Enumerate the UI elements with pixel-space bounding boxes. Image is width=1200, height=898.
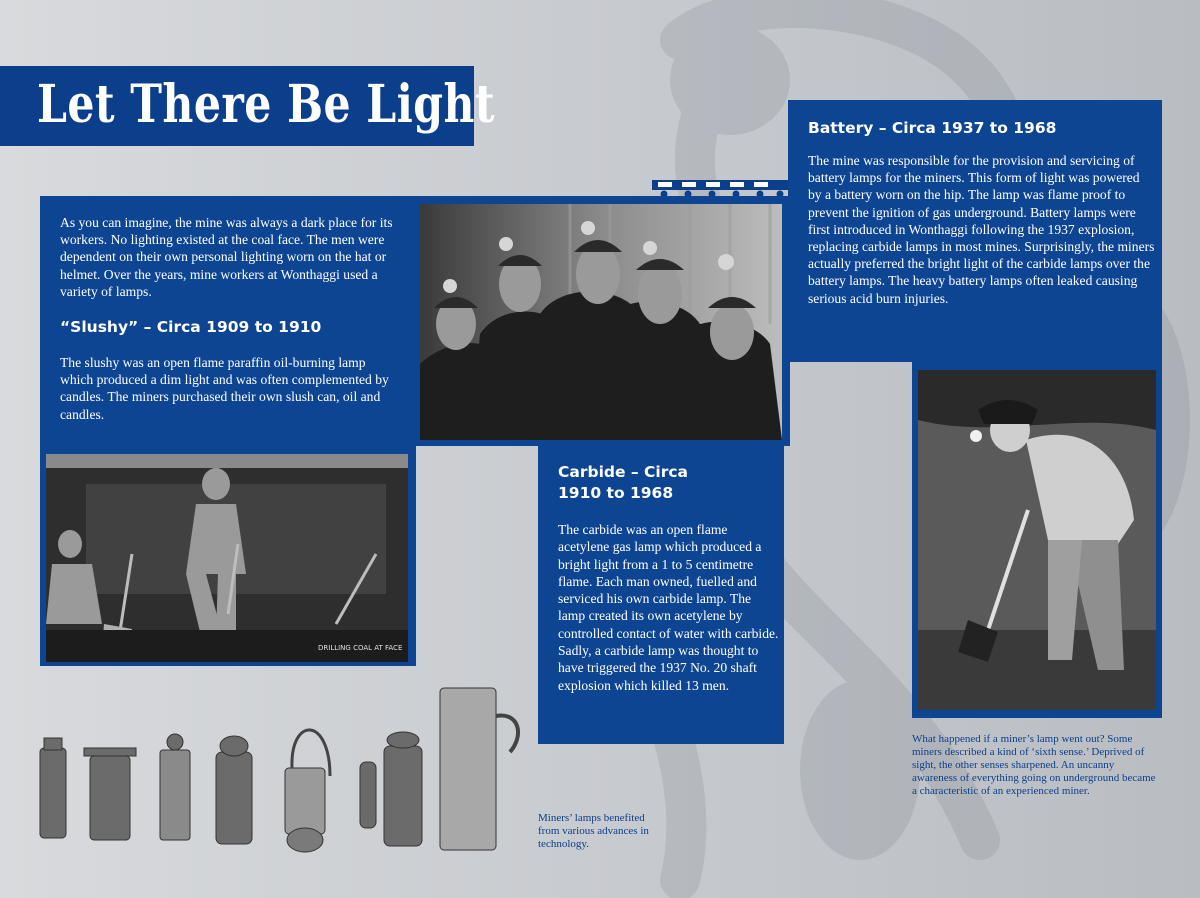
carbide-panel <box>538 446 784 744</box>
carbide-heading <box>558 462 768 504</box>
intro-text: As you can imagine, the mine was always a dark place for its workers. No lighting existed at the coal face. The men were dependent on their own personal lighting worn on the hat or helmet. Over the years, mine workers at Wonthaggi used a variety of lamps. <box>60 215 393 299</box>
shovelling-miner-photo <box>918 370 1156 710</box>
lamps-caption: Miners’ lamps benefited from various advances in technology. <box>538 812 649 850</box>
coal-photo-caption: DRILLING COAL AT FACE <box>318 644 403 652</box>
miners-group-photo <box>420 204 782 440</box>
carbide-heading-line2: 1910 to 1968 <box>558 484 674 502</box>
carbide-heading-line1: Carbide – Circa <box>558 463 689 481</box>
coal-face-photo <box>46 454 408 662</box>
battery-heading: Battery – Circa 1937 to 1968 <box>808 119 1057 137</box>
battery-panel <box>788 100 1162 362</box>
miners-lamps-illustration <box>30 676 530 856</box>
slushy-heading: “Slushy” – Circa 1909 to 1910 <box>60 318 322 336</box>
title-banner <box>0 66 496 146</box>
sixth-sense-caption: What happened if a miner’s lamp went out? Some miners described a kind of ‘sixth sense.’ Deprived of sight, the other senses sharpened. An uncanny awareness of everything going on underground became a characteristic of an experienced miner. <box>912 733 1156 797</box>
mine-cart-icon <box>652 176 788 198</box>
carbide-text: The carbide was an open flame acetylene gas lamp which produced a bright light from a 1 to 5 centimetre flame. Each man owned, fuelled and serviced his own carbide lamp. The lamp created its own acetylene by controlled contact of water with carbide. Sadly, a carbide lamp was thought to have triggered the 1937 No. 20 shaft explosion which killed 13 men. <box>558 522 779 693</box>
page-title: Let There Be Light <box>37 74 496 135</box>
battery-text: The mine was responsible for the provision and servicing of battery lamps for the miners. This form of light was powered by a battery worn on the hip. The lamp was flame proof to prevent the ignition of gas underground. Battery lamps were first introduced in Wonthaggi following the 1937 explosion, replacing carbide lamps in most mines. Surprisingly, the miners actually preferred the bright light of the carbide lamps over the battery lamps. The heavy battery lamps often leaked causing serious acid burn injuries. <box>808 153 1155 306</box>
slushy-text: The slushy was an open flame paraffin oil-burning lamp which produced a dim light and was often complemented by candles. The miners purchased their own slush can, oil and candles. <box>60 355 389 422</box>
